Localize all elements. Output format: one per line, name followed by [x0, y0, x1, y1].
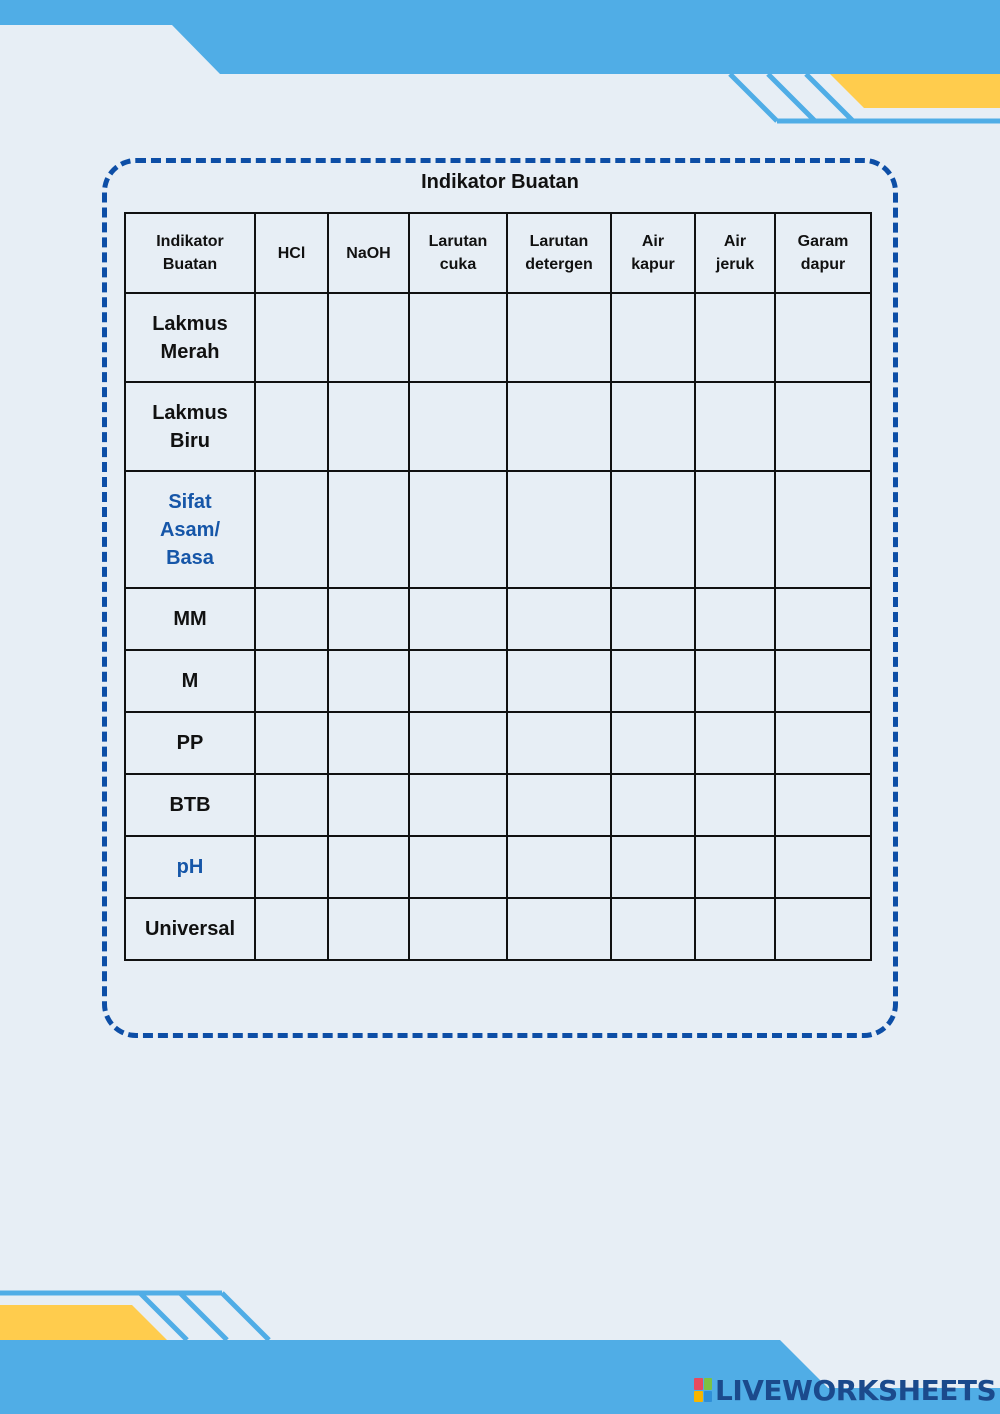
answer-cell[interactable]: [611, 650, 695, 712]
answer-cell[interactable]: [328, 836, 409, 898]
answer-cell[interactable]: [695, 293, 775, 382]
logo-text: LIVEWORKSHEETS: [715, 1373, 997, 1407]
answer-cell[interactable]: [775, 471, 871, 588]
answer-cell[interactable]: [507, 712, 611, 774]
answer-cell[interactable]: [328, 471, 409, 588]
answer-cell[interactable]: [695, 588, 775, 650]
table-row: [125, 836, 871, 898]
table-row: [125, 650, 871, 712]
answer-cell[interactable]: [775, 588, 871, 650]
answer-cell[interactable]: [775, 382, 871, 471]
answer-cell[interactable]: [695, 650, 775, 712]
answer-cell[interactable]: [775, 836, 871, 898]
answer-cell[interactable]: [409, 588, 507, 650]
answer-cell[interactable]: [328, 774, 409, 836]
answer-cell[interactable]: [255, 774, 328, 836]
answer-cell[interactable]: [695, 712, 775, 774]
answer-cell[interactable]: [409, 898, 507, 960]
answer-cell[interactable]: [328, 898, 409, 960]
answer-cell[interactable]: [695, 898, 775, 960]
answer-cell[interactable]: [775, 898, 871, 960]
answer-cell[interactable]: [409, 836, 507, 898]
answer-cell[interactable]: [611, 588, 695, 650]
table-row: [125, 471, 871, 588]
table-row: [125, 774, 871, 836]
row-label: Lakmus Biru: [125, 382, 255, 471]
header-cell: Air jeruk: [695, 213, 775, 293]
answer-cell[interactable]: [409, 382, 507, 471]
answer-cell[interactable]: [255, 293, 328, 382]
table-row: [125, 588, 871, 650]
table-row: [125, 382, 871, 471]
answer-cell[interactable]: [507, 898, 611, 960]
answer-cell[interactable]: [611, 774, 695, 836]
row-label: Universal: [125, 898, 255, 960]
row-label: Lakmus Merah: [125, 293, 255, 382]
answer-cell[interactable]: [695, 774, 775, 836]
answer-cell[interactable]: [507, 588, 611, 650]
answer-cell[interactable]: [255, 898, 328, 960]
header-cell: Larutan cuka: [409, 213, 507, 293]
header-cell: NaOH: [328, 213, 409, 293]
answer-cell[interactable]: [611, 293, 695, 382]
answer-cell[interactable]: [507, 471, 611, 588]
answer-cell[interactable]: [507, 650, 611, 712]
top-blue-band: [0, 0, 1000, 74]
answer-cell[interactable]: [507, 293, 611, 382]
header-cell: HCl: [255, 213, 328, 293]
answer-cell[interactable]: [695, 382, 775, 471]
answer-cell[interactable]: [328, 588, 409, 650]
answer-cell[interactable]: [611, 836, 695, 898]
row-label: Sifat Asam/ Basa: [125, 471, 255, 588]
answer-cell[interactable]: [328, 382, 409, 471]
header-cell: Larutan detergen: [507, 213, 611, 293]
answer-cell[interactable]: [409, 293, 507, 382]
table-row: [125, 898, 871, 960]
answer-cell[interactable]: [328, 650, 409, 712]
answer-cell[interactable]: [255, 471, 328, 588]
worksheet-title: Indikator Buatan: [421, 171, 579, 193]
table-body: [125, 293, 871, 960]
header-cell: Air kapur: [611, 213, 695, 293]
answer-cell[interactable]: [611, 712, 695, 774]
answer-cell[interactable]: [409, 774, 507, 836]
row-label: pH: [125, 836, 255, 898]
table-row: [125, 712, 871, 774]
answer-cell[interactable]: [695, 836, 775, 898]
header-cell: Indikator Buatan: [125, 213, 255, 293]
top-yellow-stripe: [830, 74, 1000, 108]
answer-cell[interactable]: [611, 471, 695, 588]
liveworksheets-logo: [694, 1374, 996, 1406]
answer-cell[interactable]: [255, 712, 328, 774]
answer-cell[interactable]: [507, 774, 611, 836]
answer-cell[interactable]: [409, 650, 507, 712]
answer-cell[interactable]: [775, 774, 871, 836]
row-label: BTB: [125, 774, 255, 836]
answer-cell[interactable]: [775, 712, 871, 774]
bottom-yellow-stripe: [0, 1305, 167, 1340]
indicator-table: [124, 212, 872, 961]
answer-cell[interactable]: [409, 712, 507, 774]
answer-cell[interactable]: [507, 382, 611, 471]
answer-cell[interactable]: [409, 471, 507, 588]
liveworksheets-logo-icon: [694, 1378, 712, 1402]
answer-cell[interactable]: [255, 382, 328, 471]
answer-cell[interactable]: [775, 293, 871, 382]
answer-cell[interactable]: [611, 382, 695, 471]
header-row: [125, 213, 871, 293]
answer-cell[interactable]: [775, 650, 871, 712]
answer-cell[interactable]: [328, 293, 409, 382]
header-cell: Garam dapur: [775, 213, 871, 293]
answer-cell[interactable]: [328, 712, 409, 774]
answer-cell[interactable]: [507, 836, 611, 898]
answer-cell[interactable]: [695, 471, 775, 588]
row-label: PP: [125, 712, 255, 774]
row-label: MM: [125, 588, 255, 650]
row-label: M: [125, 650, 255, 712]
answer-cell[interactable]: [255, 650, 328, 712]
table-row: [125, 293, 871, 382]
answer-cell[interactable]: [255, 836, 328, 898]
answer-cell[interactable]: [255, 588, 328, 650]
answer-cell[interactable]: [611, 898, 695, 960]
